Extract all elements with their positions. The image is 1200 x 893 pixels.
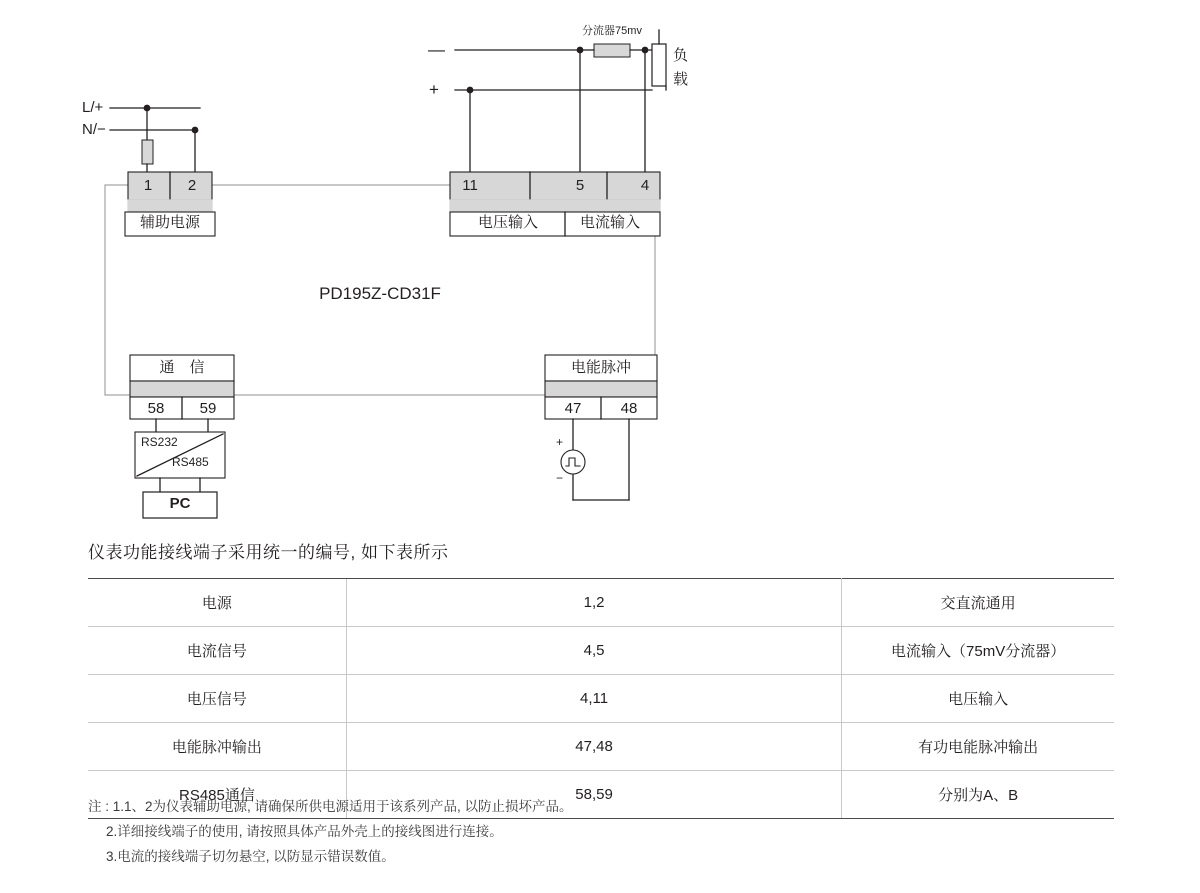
note-line-2: 2.详细接线端子的使用, 请按照具体产品外壳上的接线图进行连接。 (106, 823, 503, 839)
n-minus-label: N/− (82, 121, 106, 138)
table-row (88, 723, 1114, 771)
terminal-5-label: 5 (575, 177, 585, 194)
l-plus-label: L/+ (82, 99, 104, 116)
shunt-label: 分流器75mv (582, 25, 642, 37)
voltage-input-label: 电压输入 (477, 214, 539, 231)
row-terminals: 1,2 (346, 579, 841, 627)
terminal-table (88, 578, 1114, 819)
terminal-11-label: 11 (462, 177, 478, 194)
row-terminals: 58,59 (346, 771, 841, 819)
pulse-plus-label: + (556, 435, 564, 449)
load-label-line1: 负 (673, 47, 689, 64)
communication-label: 通 信 (159, 359, 205, 376)
device-model-label: PD195Z-CD31F (319, 284, 441, 303)
pc-label: PC (169, 495, 191, 512)
terminal-48-label: 48 (620, 400, 638, 417)
terminal-1-label: 1 (143, 177, 153, 194)
row-desc: 分别为A、B (842, 771, 1114, 819)
plus-terminal-label: + (429, 80, 439, 99)
energy-pulse-label: 电能脉冲 (570, 359, 632, 376)
table-row (88, 627, 1114, 675)
row-name: 电源 (88, 579, 346, 627)
table-row (88, 579, 1114, 627)
aux-power-label: 辅助电源 (139, 214, 201, 231)
terminal-58-label: 58 (147, 400, 165, 417)
pulse-minus-label: − (556, 471, 564, 485)
load-label-line2: 载 (673, 71, 689, 88)
row-terminals: 47,48 (346, 723, 841, 771)
row-desc: 有功电能脉冲输出 (842, 723, 1114, 771)
row-desc: 交直流通用 (842, 579, 1114, 627)
table-row (88, 675, 1114, 723)
row-desc: 电压输入 (842, 675, 1114, 723)
current-input-label: 电流输入 (579, 214, 641, 231)
note-line-3: 3.电流的接线端子切勿悬空, 以防显示错误数值。 (106, 848, 395, 864)
minus-terminal-label: — (428, 40, 445, 59)
row-name: RS485通信 (88, 771, 346, 819)
terminal-2-label: 2 (187, 177, 197, 194)
terminal-59-label: 59 (199, 400, 217, 417)
terminal-4-label: 4 (640, 177, 650, 194)
row-name: 电压信号 (88, 675, 346, 723)
note-line-1: 注 : 1.1、2为仪表辅助电源, 请确保所供电源适用于该系列产品, 以防止损坏产品。 (88, 799, 573, 814)
rs232-label: RS232 (141, 435, 178, 449)
table-caption: 仪表功能接线端子采用统一的编号, 如下表所示 (88, 543, 449, 562)
terminal-47-label: 47 (564, 400, 582, 417)
row-desc: 电流输入（75mV分流器） (842, 627, 1114, 675)
row-terminals: 4,5 (346, 627, 841, 675)
row-name: 电能脉冲输出 (88, 723, 346, 771)
rs485-label: RS485 (172, 455, 209, 469)
row-terminals: 4,11 (346, 675, 841, 723)
notes-block (88, 795, 1148, 870)
row-name: 电流信号 (88, 627, 346, 675)
